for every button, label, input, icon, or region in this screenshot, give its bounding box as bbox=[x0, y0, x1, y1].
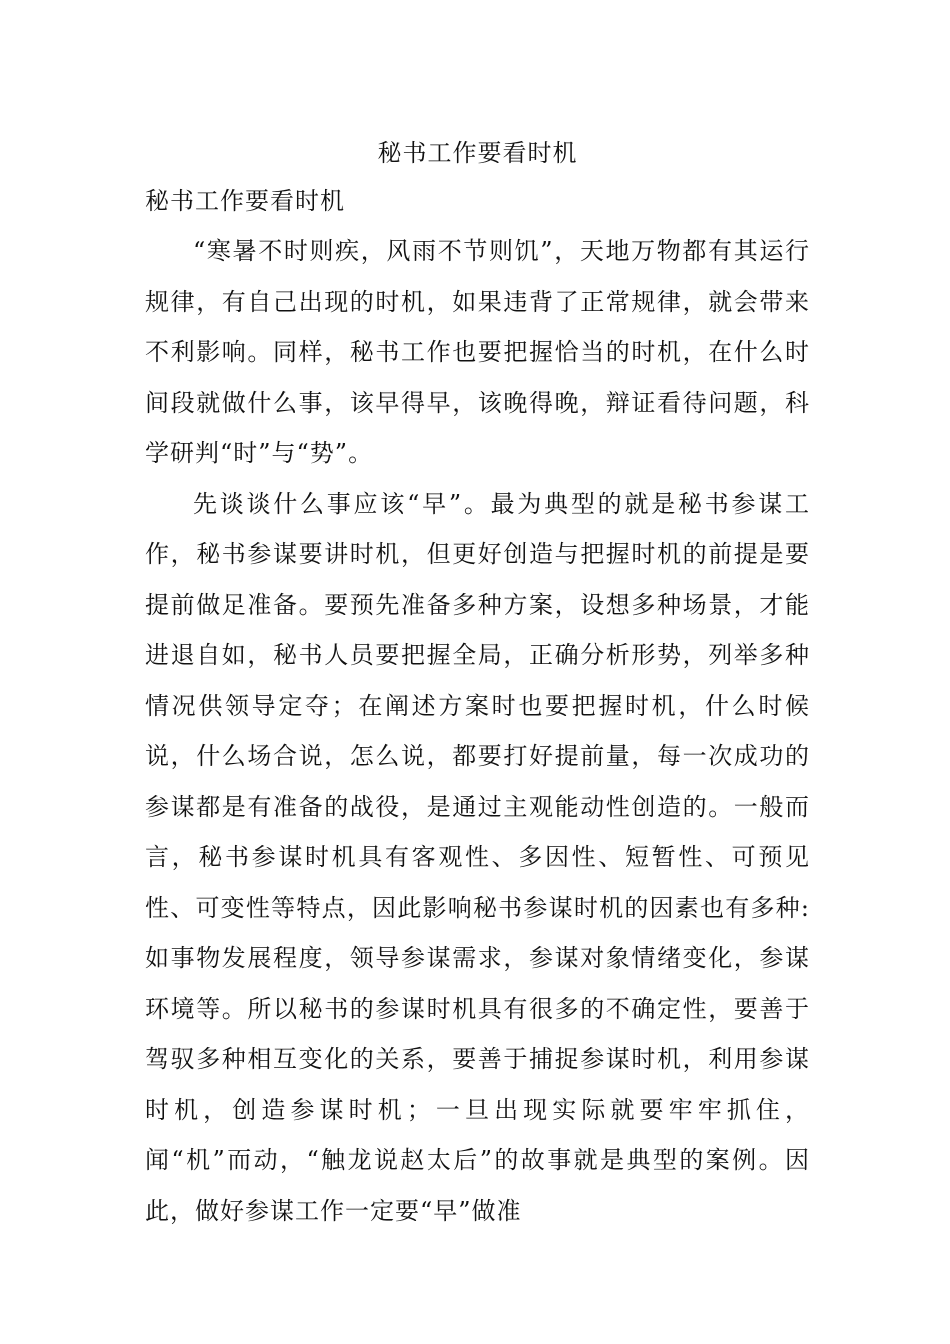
paragraph-2: 先谈谈什么事应该“早”。最为典型的就是秘书参谋工作，秘书参谋要讲时机，但更好创造与把握时机的前提是要提前做足准备。要预先准备多种方案，设想多种场景，才能进退自如，秘书人员要把握全局，正确分析形势，列举多种情况供领导定夺；在阐述方案时也要把握时机，什么时候说，什么场合说，怎么说，都要打好提前量，每一次成功的参谋都是有准备的战役，是通过主观能动性创造的。一般而言，秘书参谋时机具有客观性、多因性、短暂性、可预见性、可变性等特点，因此影响秘书参谋时机的因素也有多种:如事物发展程度，领导参谋需求，参谋对象情绪变化，参谋环境等。所以秘书的参谋时机具有很多的不确定性，要善于驾驭多种相互变化的关系，要善于捕捉参谋时机，利用参谋时机，创造参谋时机；一旦出现实际就要牢牢抓住，闻“机”而动，“触龙说赵太后”的故事就是典型的案例。因此，做好参谋工作一定要“早”做准 bbox=[145, 489, 810, 1225]
document-title: 秘书工作要看时机 bbox=[377, 139, 578, 167]
paragraph-1: “寒暑不时则疾，风雨不节则饥”，天地万物都有其运行规律，有自己出现的时机，如果违背了正常规律，就会带来不利影响。同样，秘书工作也要把握恰当的时机，在什么时间段就做什么事，该早得早，该晚得晚，辩证看待问题，科学研判“时”与“势”。 bbox=[145, 237, 810, 467]
document-body bbox=[145, 130, 810, 1236]
document-subtitle: 秘书工作要看时机 bbox=[145, 187, 345, 215]
